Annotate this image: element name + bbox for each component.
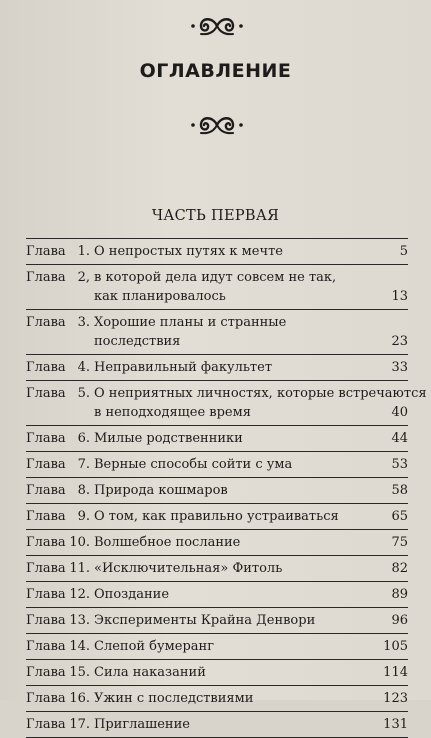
chapter-number: 13.	[69, 613, 90, 628]
toc-entry[interactable]	[26, 689, 408, 708]
chapter-number: 6.	[77, 431, 90, 446]
row-separator	[26, 685, 408, 686]
row-separator	[26, 425, 408, 426]
chapter-label: Глава	[26, 691, 66, 706]
page-number: 89	[391, 587, 408, 602]
chapter-title: Приглашение	[94, 717, 190, 732]
page-number: 40	[391, 405, 408, 420]
toc-entry[interactable]	[26, 429, 408, 448]
page-number: 114	[383, 665, 408, 680]
chapter-title: Ужин с последствиями	[94, 691, 254, 706]
chapter-label: Глава	[26, 665, 66, 680]
chapter-label: Глава	[26, 457, 66, 472]
row-separator	[26, 264, 408, 265]
toc-entry[interactable]	[26, 559, 408, 578]
toc-heading: ОГЛАВЛЕНИЕ	[139, 60, 292, 82]
chapter-title: Волшебное послание	[94, 535, 241, 550]
chapter-number: 15.	[69, 665, 90, 680]
chapter-label: Глава	[26, 431, 66, 446]
page-number: 96	[391, 613, 408, 628]
row-separator	[26, 309, 408, 310]
row-separator	[26, 659, 408, 660]
chapter-title: Неправильный факультет	[94, 360, 273, 375]
row-separator	[26, 477, 408, 478]
chapter-number: 12.	[69, 587, 90, 602]
chapter-number: 4.	[77, 360, 90, 375]
page-number: 23	[391, 334, 408, 349]
row-separator	[26, 354, 408, 355]
chapter-title: Слепой бумеранг	[94, 639, 215, 654]
chapter-title: Сила наказаний	[94, 665, 206, 680]
chapter-title: последствия	[94, 334, 181, 349]
chapter-label: Глава	[26, 717, 66, 732]
chapter-title: О том, как правильно устраиваться	[94, 509, 339, 524]
chapter-number: 2,	[77, 270, 90, 285]
chapter-label: Глава	[26, 509, 66, 524]
part-heading: ЧАСТЬ ПЕРВАЯ	[151, 208, 280, 224]
toc-entry[interactable]	[26, 585, 408, 604]
page-number: 44	[391, 431, 408, 446]
chapter-number: 17.	[69, 717, 90, 732]
top-swirl-ornament-icon	[189, 15, 245, 37]
row-separator	[26, 451, 408, 452]
chapter-label: Глава	[26, 613, 66, 628]
chapter-title: О непростых путях к мечте	[94, 244, 283, 259]
chapter-number: 5.	[77, 386, 90, 401]
chapter-title: Верные способы сойти с ума	[94, 457, 293, 472]
chapter-title: Опоздание	[94, 587, 170, 602]
toc-entry[interactable]	[26, 715, 408, 734]
chapter-label: Глава	[26, 639, 66, 654]
row-separator	[26, 380, 408, 381]
chapter-title: «Исключительная» Фитоль	[94, 561, 283, 576]
page-number: 105	[383, 639, 408, 654]
bottom-swirl-ornament-icon	[189, 114, 245, 136]
chapter-number: 3.	[77, 315, 90, 330]
row-separator	[26, 238, 408, 239]
page-number: 58	[391, 483, 408, 498]
page-number: 123	[383, 691, 408, 706]
row-separator	[26, 607, 408, 608]
page-number: 33	[391, 360, 408, 375]
chapter-label: Глава	[26, 483, 66, 498]
chapter-title: в которой дела идут совсем не так,	[94, 270, 337, 285]
chapter-label: Глава	[26, 535, 66, 550]
toc-entry[interactable]	[26, 268, 408, 306]
chapter-number: 10.	[69, 535, 90, 550]
chapter-number: 1.	[77, 244, 90, 259]
toc-entry[interactable]	[26, 507, 408, 526]
chapter-number: 7.	[77, 457, 90, 472]
chapter-number: 9.	[77, 509, 90, 524]
chapter-label: Глава	[26, 270, 66, 285]
chapter-title: Милые родственники	[94, 431, 243, 446]
toc-entry[interactable]	[26, 242, 408, 261]
chapter-title: Хорошие планы и странные	[94, 315, 287, 330]
toc-entry[interactable]	[26, 384, 427, 422]
page-number: 65	[391, 509, 408, 524]
row-separator	[26, 581, 408, 582]
chapter-label: Глава	[26, 561, 66, 576]
row-separator	[26, 633, 408, 634]
row-separator	[26, 529, 408, 530]
toc-entry[interactable]	[26, 663, 408, 682]
chapter-number: 11.	[69, 561, 90, 576]
toc-entry[interactable]	[26, 637, 408, 656]
toc-entry[interactable]	[26, 358, 408, 377]
chapter-number: 8.	[77, 483, 90, 498]
toc-entry[interactable]	[26, 481, 408, 500]
page-number: 53	[391, 457, 408, 472]
chapter-title: как планировалось	[94, 289, 226, 304]
chapter-number: 14.	[69, 639, 90, 654]
chapter-title: О неприятных личностях, которые встречаются	[94, 386, 427, 401]
page-number: 5	[399, 244, 408, 259]
chapter-label: Глава	[26, 315, 66, 330]
chapter-title: Эксперименты Крайна Денвори	[94, 613, 316, 628]
page-number: 75	[391, 535, 408, 550]
row-separator	[26, 711, 408, 712]
page-number: 82	[391, 561, 408, 576]
chapter-title: в неподходящее время	[94, 405, 251, 420]
page-number: 13	[391, 289, 408, 304]
row-separator	[26, 503, 408, 504]
chapter-label: Глава	[26, 244, 66, 259]
toc-entry[interactable]	[26, 533, 408, 552]
toc-entry[interactable]	[26, 611, 408, 630]
toc-entry[interactable]	[26, 455, 408, 474]
chapter-number: 16.	[69, 691, 90, 706]
toc-entry[interactable]	[26, 313, 408, 351]
page-number: 131	[383, 717, 408, 732]
chapter-title: Природа кошмаров	[94, 483, 228, 498]
chapter-label: Глава	[26, 360, 66, 375]
chapter-label: Глава	[26, 386, 66, 401]
chapter-label: Глава	[26, 587, 66, 602]
row-separator	[26, 555, 408, 556]
